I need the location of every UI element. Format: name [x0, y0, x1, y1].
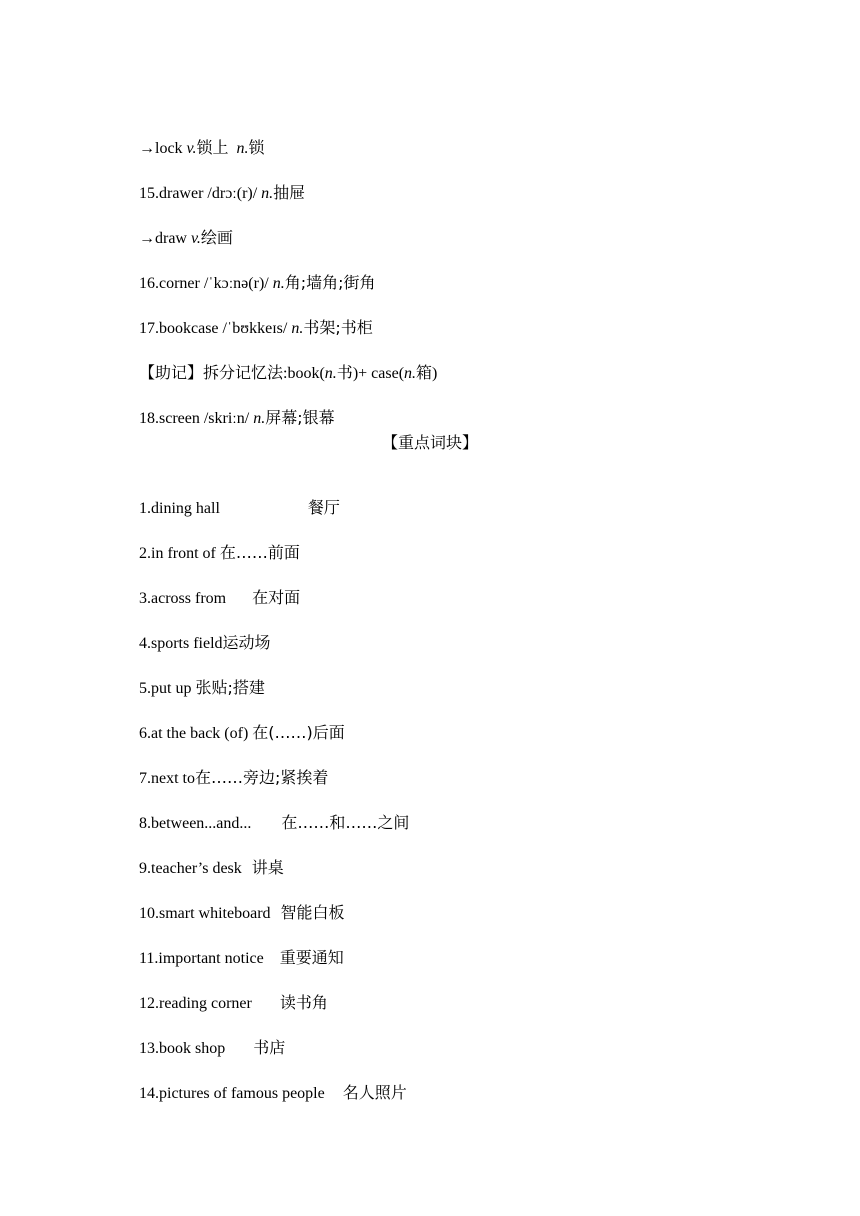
phrase-en: 1.dining hall	[139, 500, 220, 517]
tip-text: )+ case(	[352, 365, 405, 382]
vocab-line-bookcase	[131, 298, 373, 339]
phrase-item	[131, 613, 271, 654]
tip-text: )	[432, 365, 438, 382]
phrase-zh: 重要通知	[279, 948, 344, 967]
vocab-term: →lock	[139, 140, 187, 157]
vocab-line-lock	[131, 118, 265, 159]
phrase-en: 13.book shop	[139, 1040, 226, 1057]
phrase-item	[131, 523, 300, 564]
part-of-speech: n.	[291, 320, 304, 337]
phrase-item	[131, 658, 265, 699]
phrase-en: 10.smart whiteboard	[139, 905, 275, 922]
part-of-speech: v.	[186, 140, 197, 157]
phrase-item	[131, 748, 328, 789]
phrase-item	[131, 883, 345, 924]
phrase-en: 9.teacher’s desk	[139, 860, 246, 877]
phrase-item	[131, 838, 284, 879]
vocab-gloss: 锁上	[196, 138, 229, 157]
tip-label: 【助记】拆分记忆法	[139, 363, 284, 382]
vocab-term: 16.corner /ˈkɔːnə(r)/	[139, 275, 273, 292]
vocab-term: 15.drawer /drɔː(r)/	[139, 185, 262, 202]
phrase-zh: 名人照片	[342, 1083, 407, 1102]
phrase-en: 11.important notice	[139, 950, 264, 967]
part-of-speech: n.	[404, 365, 417, 382]
part-of-speech: n.	[253, 410, 266, 427]
phrase-zh: 运动场	[222, 633, 271, 652]
phrase-item	[131, 793, 409, 834]
vocab-gloss: 抽屉	[273, 183, 306, 202]
vocab-gloss: 书架;书柜	[303, 318, 373, 337]
phrase-zh: 在……和……之间	[281, 813, 410, 832]
phrase-en: 14.pictures of famous people	[139, 1085, 325, 1102]
phrase-en: 7.next to	[139, 770, 195, 787]
vocab-term: 17.bookcase /ˈbʊkkeɪs/	[139, 320, 292, 337]
phrase-item	[131, 568, 300, 609]
memory-tip	[131, 343, 437, 384]
vocab-term: 18.screen /skriːn/	[139, 410, 254, 427]
phrase-zh: 在……前面	[219, 543, 300, 562]
vocab-line-draw	[131, 208, 233, 249]
vocab-gloss: 锁	[248, 138, 265, 157]
phrase-zh: 在……旁边;紧挨着	[195, 768, 329, 787]
tip-gloss: 书	[336, 363, 353, 382]
vocab-gloss: 屏幕;银幕	[265, 408, 335, 427]
vocab-gloss: 角;墙角;街角	[284, 273, 376, 292]
phrase-en: 4.sports field	[139, 635, 223, 652]
phrase-item	[131, 1018, 285, 1059]
phrase-en: 8.between...and...	[139, 815, 252, 832]
vocab-gloss: 绘画	[200, 228, 233, 247]
part-of-speech: v.	[190, 230, 201, 247]
vocab-line-corner	[131, 253, 376, 294]
phrase-zh: 张贴;搭建	[195, 678, 265, 697]
phrase-zh: 在对面	[252, 588, 301, 607]
phrase-zh: 读书角	[279, 993, 328, 1012]
part-of-speech: n.	[272, 275, 285, 292]
phrase-zh: 在(……)后面	[252, 723, 345, 742]
phrase-en: 5.put up	[139, 680, 196, 697]
vocab-term: →draw	[139, 230, 191, 247]
phrase-item	[131, 928, 344, 969]
part-of-speech: n.	[324, 365, 337, 382]
part-of-speech: n.	[261, 185, 274, 202]
phrase-zh: 智能白板	[280, 903, 345, 922]
phrase-item	[131, 478, 340, 519]
section-heading: 【重点词块】	[381, 433, 478, 452]
phrase-en: 3.across from	[139, 590, 227, 607]
tip-text: :book(	[283, 365, 325, 382]
part-of-speech: n.	[236, 140, 249, 157]
phrase-item	[131, 703, 345, 744]
phrase-en: 6.at the back (of)	[139, 725, 253, 742]
phrase-zh: 餐厅	[307, 498, 340, 517]
vocab-line-drawer	[131, 163, 305, 204]
phrase-zh: 讲桌	[251, 858, 284, 877]
phrase-en: 2.in front of	[139, 545, 220, 562]
phrase-item	[131, 1063, 407, 1104]
vocab-line-screen	[131, 388, 335, 429]
phrase-zh: 书店	[253, 1038, 286, 1057]
tip-gloss: 箱	[416, 363, 433, 382]
phrase-item	[131, 973, 328, 1014]
phrase-en: 12.reading corner	[139, 995, 252, 1012]
